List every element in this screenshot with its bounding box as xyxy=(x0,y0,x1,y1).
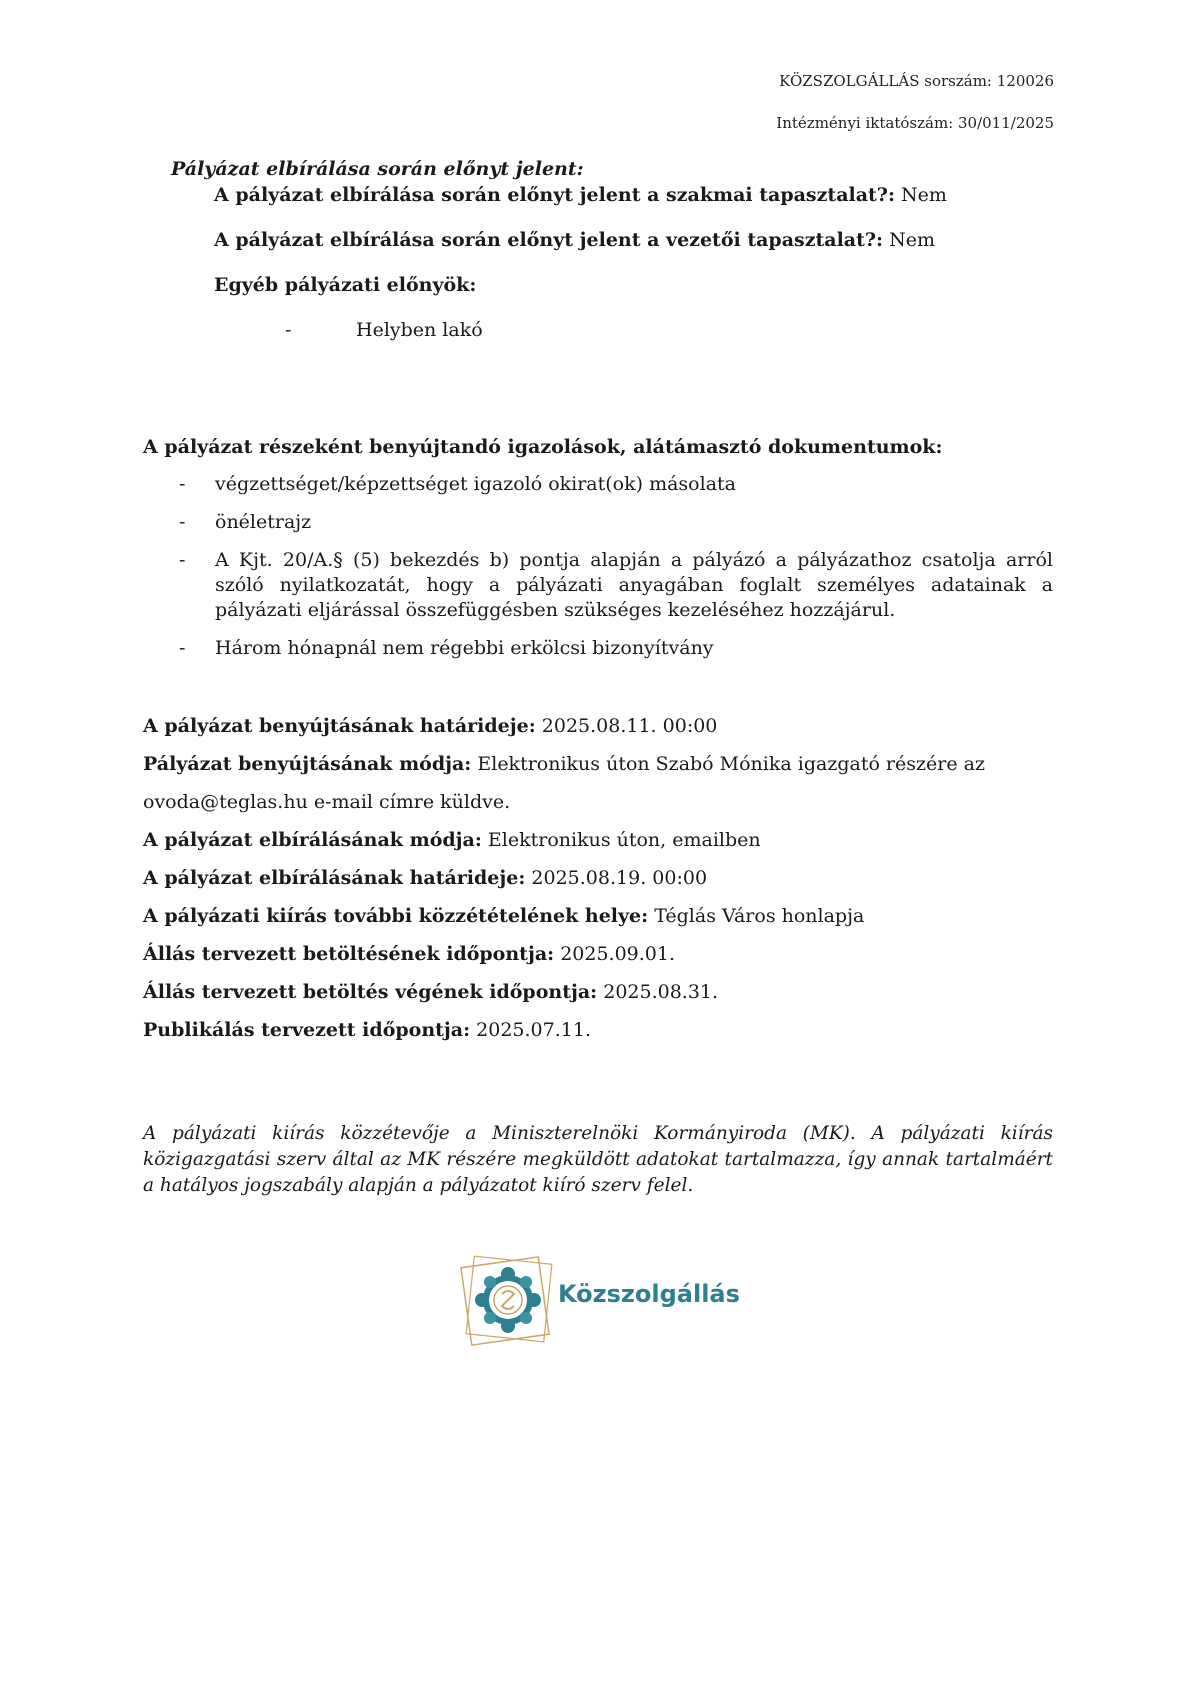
planned-publication xyxy=(143,1017,1053,1043)
professional-experience-value: Nem xyxy=(894,184,947,206)
logo-text: Közszolgállás xyxy=(558,1280,740,1308)
evaluation-method xyxy=(143,827,1053,853)
planned-end-value: 2025.08.31. xyxy=(597,981,719,1003)
application-details xyxy=(143,713,1053,1055)
other-advantage-text: Helyben lakó xyxy=(356,319,483,341)
publication-place xyxy=(143,903,1053,929)
list-dash: - xyxy=(179,511,186,533)
submission-method-continued: ovoda@teglas.hu e-mail címre küldve. xyxy=(143,791,511,813)
advantages-section xyxy=(171,156,1051,341)
submission-method xyxy=(143,751,1053,777)
evaluation-method-value: Elektronikus úton, emailben xyxy=(481,829,761,851)
planned-end xyxy=(143,979,1053,1005)
planned-end-label: Állás tervezett betöltés végének időpontja: xyxy=(143,981,598,1003)
documents-section xyxy=(143,434,1053,674)
managerial-experience-line xyxy=(214,227,1051,253)
professional-experience-label: A pályázat elbírálása során előnyt jelent a szakmai tapasztalat?: xyxy=(214,184,895,206)
submission-method-label: Pályázat benyújtásának módja: xyxy=(143,753,472,775)
evaluation-deadline-value: 2025.08.19. 00:00 xyxy=(525,867,708,889)
list-dash: - xyxy=(179,549,186,571)
submission-deadline-value: 2025.08.11. 00:00 xyxy=(535,715,718,737)
list-dash: - xyxy=(179,473,186,495)
planned-publication-label: Publikálás tervezett időpontja: xyxy=(143,1019,471,1041)
submission-deadline-label: A pályázat benyújtásának határideje: xyxy=(143,715,536,737)
evaluation-method-label: A pályázat elbírálásának módja: xyxy=(143,829,482,851)
planned-start-label: Állás tervezett betöltésének időpontja: xyxy=(143,943,555,965)
managerial-experience-label: A pályázat elbírálása során előnyt jelent a vezetői tapasztalat?: xyxy=(214,229,884,251)
list-dash: - xyxy=(285,319,292,341)
list-dash: - xyxy=(179,637,186,659)
kozszolgallas-logo-icon xyxy=(458,1250,558,1350)
planned-start-value: 2025.09.01. xyxy=(554,943,676,965)
document-item-text: Három hónapnál nem régebbi erkölcsi bizonyítvány xyxy=(215,637,714,659)
serial-number: KÖZSZOLGÁLLÁS sorszám: 120026 xyxy=(779,72,1054,90)
submission-deadline xyxy=(143,713,1053,739)
document-item xyxy=(143,472,1053,497)
publication-place-label: A pályázati kiírás további közzétételének helye: xyxy=(143,905,649,927)
managerial-experience-value: Nem xyxy=(883,229,935,251)
planned-start xyxy=(143,941,1053,967)
filing-number: Intézményi iktatószám: 30/011/2025 xyxy=(776,114,1054,132)
document-item-text: A Kjt. 20/A.§ (5) bekezdés b) pontja alapján a pályázó a pályázathoz csatolja arról szóló nyilatkozatát, hogy a pályázati anyagában foglalt személyes adatainak a pályázati eljárással összefüggésben szükséges kezeléséhez hozzájárul. xyxy=(215,549,1053,621)
advantages-title: Pályázat elbírálása során előnyt jelent: xyxy=(171,158,584,180)
other-advantages-label: Egyéb pályázati előnyök: xyxy=(214,274,477,296)
kozszolgallas-logo xyxy=(458,1250,758,1350)
submission-method-value: Elektronikus úton Szabó Mónika igazgató részére az xyxy=(471,753,985,775)
publication-place-value: Téglás Város honlapja xyxy=(648,905,865,927)
evaluation-deadline-label: A pályázat elbírálásának határideje: xyxy=(143,867,526,889)
document-item xyxy=(143,636,1053,661)
document-item xyxy=(143,510,1053,535)
disclaimer-text: A pályázati kiírás közzétevője a Miniszterelnöki Kormányiroda (MK). A pályázati kiírás közigazgatási szerv által az MK részére megküldött adatokat tartalmazza, így annak tartalmáért a hatályos jogszabály alapján a pályázatot kiíró szerv felel. xyxy=(143,1123,1053,1196)
evaluation-deadline xyxy=(143,865,1053,891)
planned-publication-value: 2025.07.11. xyxy=(470,1019,591,1041)
documents-title: A pályázat részeként benyújtandó igazolások, alátámasztó dokumentumok: xyxy=(143,436,943,458)
document-item-text: önéletrajz xyxy=(215,511,312,533)
document-item-text: végzettséget/képzettséget igazoló okirat(ok) másolata xyxy=(215,473,736,495)
document-item xyxy=(143,548,1053,623)
professional-experience-line xyxy=(214,182,1051,208)
